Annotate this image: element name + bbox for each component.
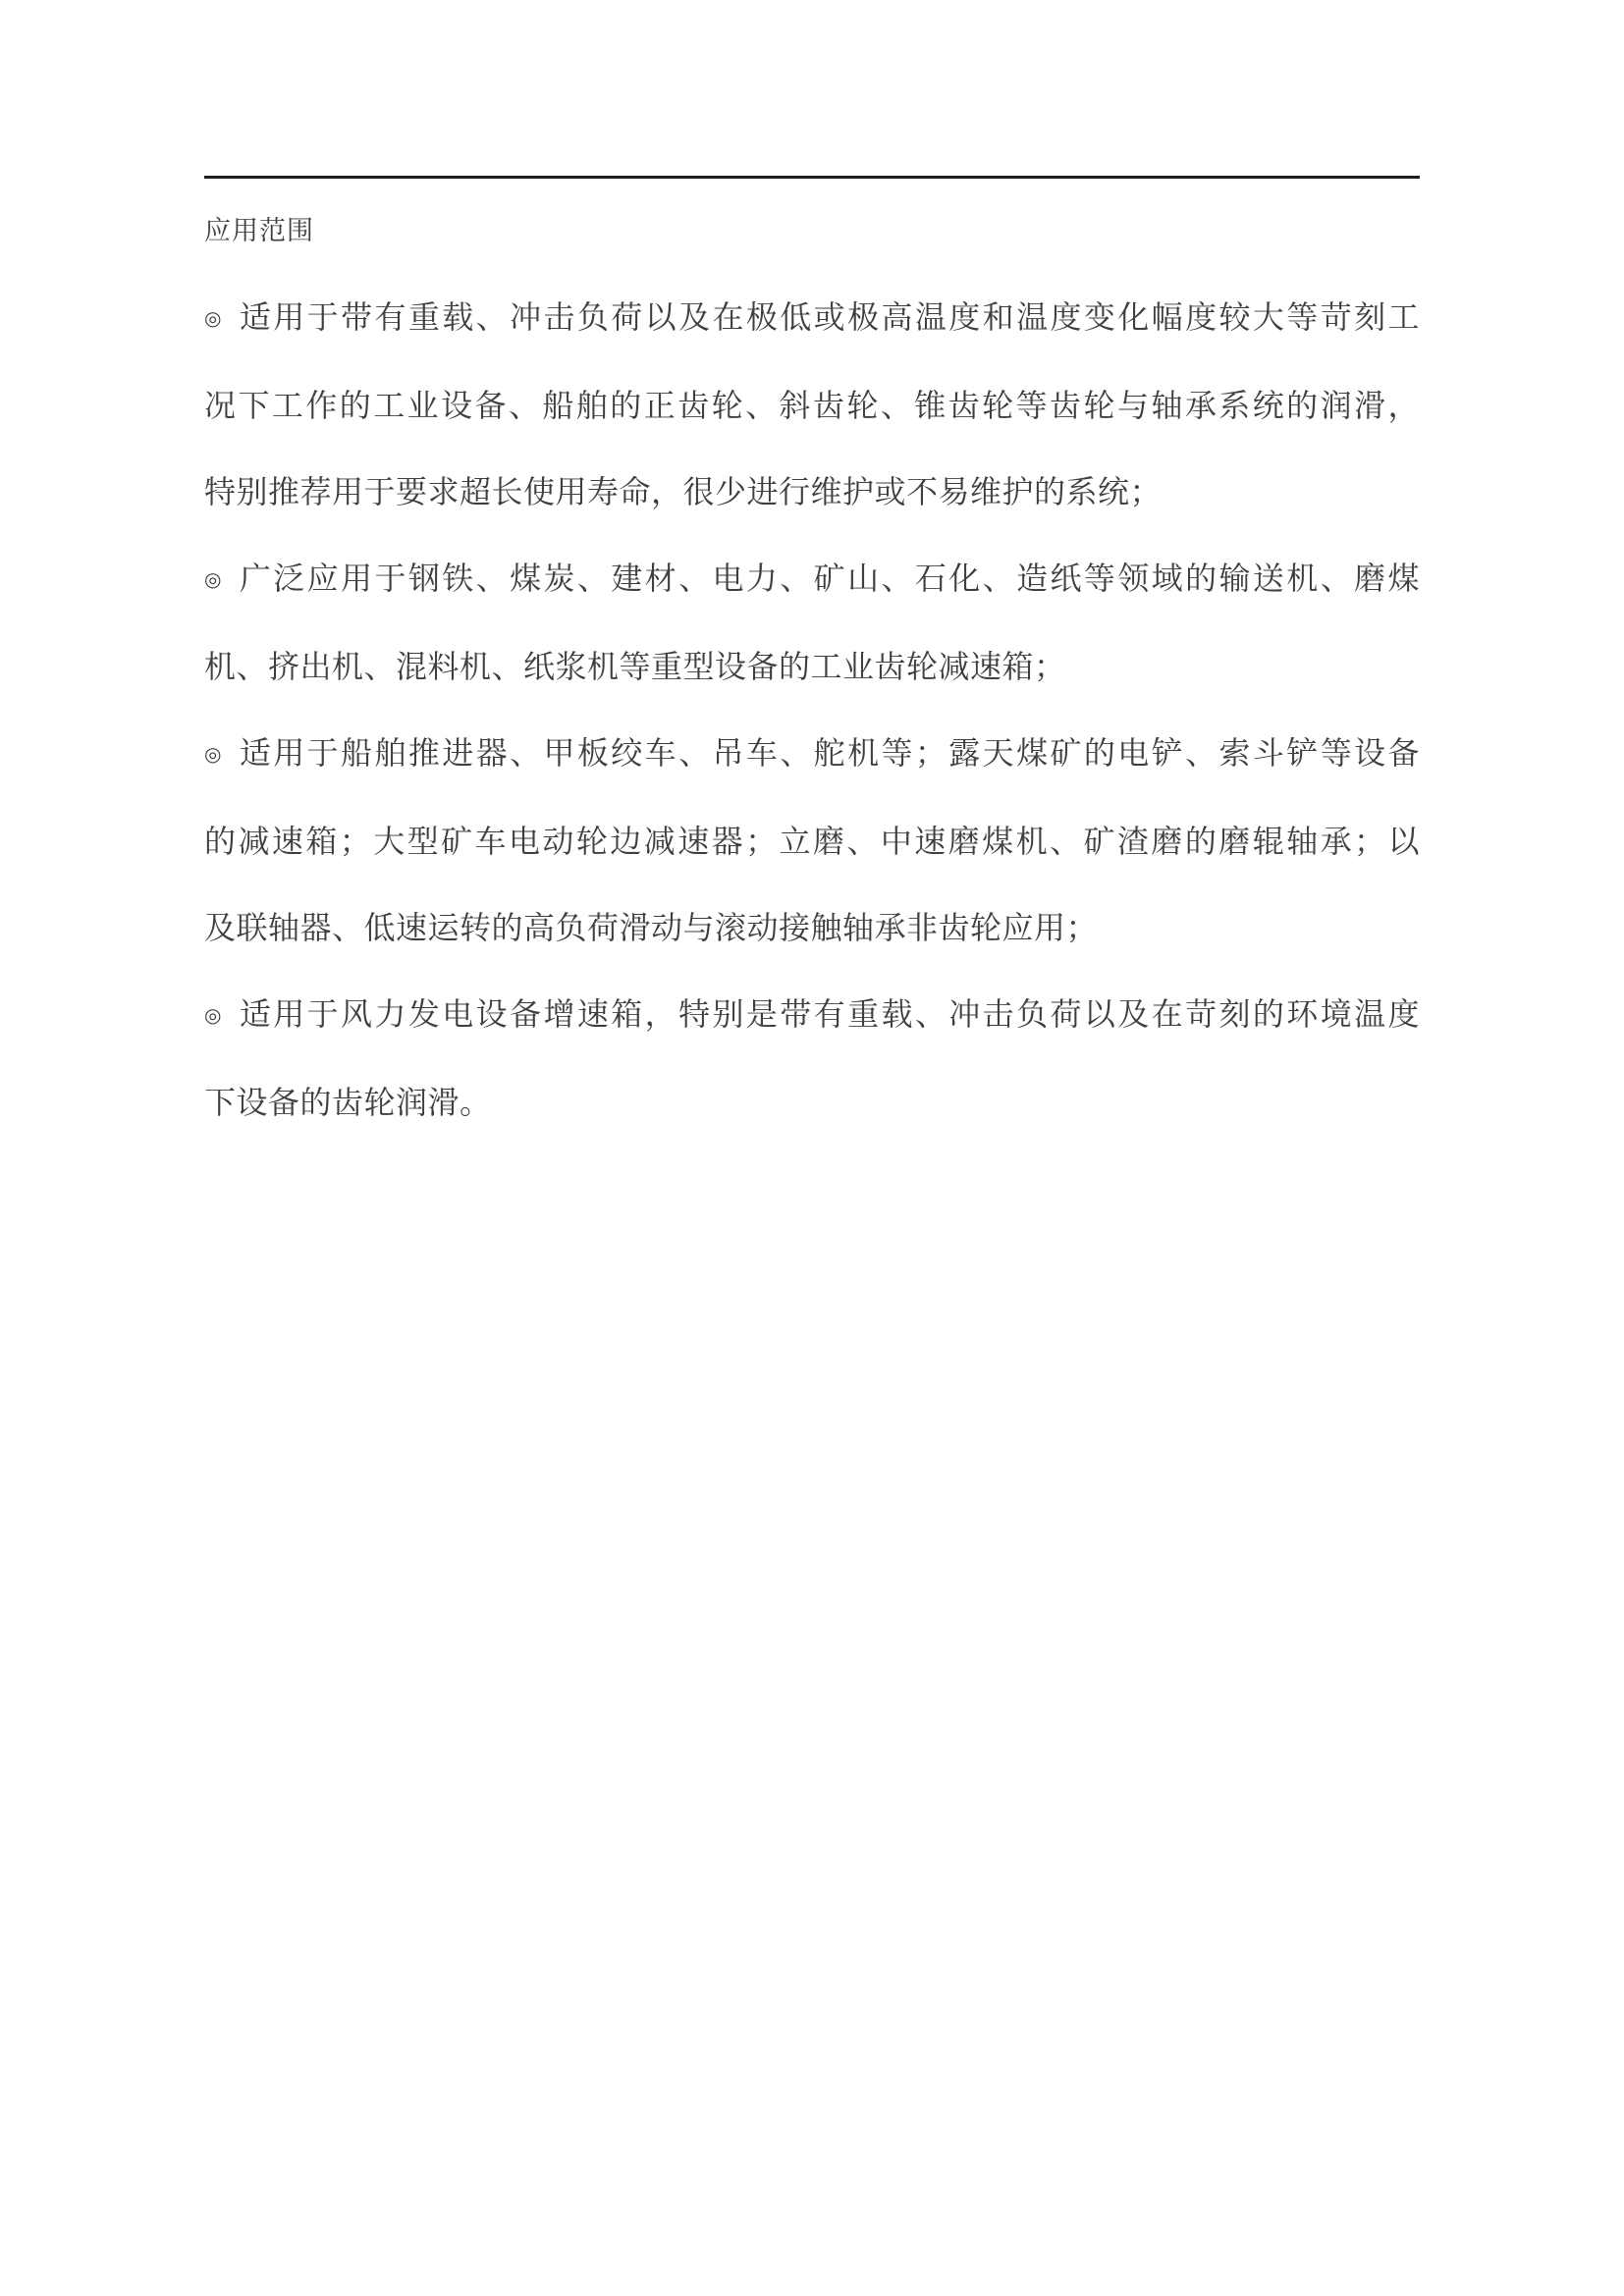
bullet-icon: ◎ <box>204 308 224 330</box>
bullet-paragraph <box>204 971 1420 1146</box>
body-paragraphs <box>204 274 1420 1146</box>
bullet-icon: ◎ <box>204 744 224 766</box>
text-line <box>204 971 1420 1059</box>
line-text: 适用于船舶推进器、甲板绞车、吊车、舵机等；露天煤矿的电铲、索斗铲等设备 <box>239 735 1420 771</box>
line-text: 适用于带有重载、冲击负荷以及在极低或极高温度和温度变化幅度较大等苛刻工 <box>239 299 1420 335</box>
text-line: 特别推荐用于要求超长使用寿命，很少进行维护或不易维护的系统； <box>204 474 1163 509</box>
top-rule <box>204 176 1420 179</box>
line-text: 适用于风力发电设备增速箱，特别是带有重载、冲击负荷以及在苛刻的环境温度 <box>239 996 1420 1032</box>
bullet-paragraph <box>204 710 1420 971</box>
text-line <box>204 535 1420 623</box>
bullet-icon: ◎ <box>204 569 224 591</box>
line-text: 广泛应用于钢铁、煤炭、建材、电力、矿山、石化、造纸等领域的输送机、磨煤 <box>239 561 1420 596</box>
text-line <box>204 710 1420 798</box>
text-line: 及联轴器、低速运转的高负荷滑动与滚动接触轴承非齿轮应用； <box>204 910 1099 945</box>
text-line <box>204 274 1420 362</box>
section-heading: 应用范围 <box>204 216 314 245</box>
text-line: 的减速箱；大型矿车电动轮边减速器；立磨、中速磨煤机、矿渣磨的磨辊轴承；以 <box>204 824 1420 859</box>
content-area <box>0 176 1624 1146</box>
bullet-icon: ◎ <box>204 1005 224 1027</box>
bullet-paragraph <box>204 274 1420 535</box>
document-page <box>0 176 1624 2296</box>
text-line: 下设备的齿轮润滑。 <box>204 1085 492 1120</box>
bullet-paragraph <box>204 535 1420 710</box>
text-line: 况下工作的工业设备、船舶的正齿轮、斜齿轮、锥齿轮等齿轮与轴承系统的润滑， <box>204 388 1420 423</box>
text-line: 机、挤出机、混料机、纸浆机等重型设备的工业齿轮减速箱； <box>204 649 1066 684</box>
